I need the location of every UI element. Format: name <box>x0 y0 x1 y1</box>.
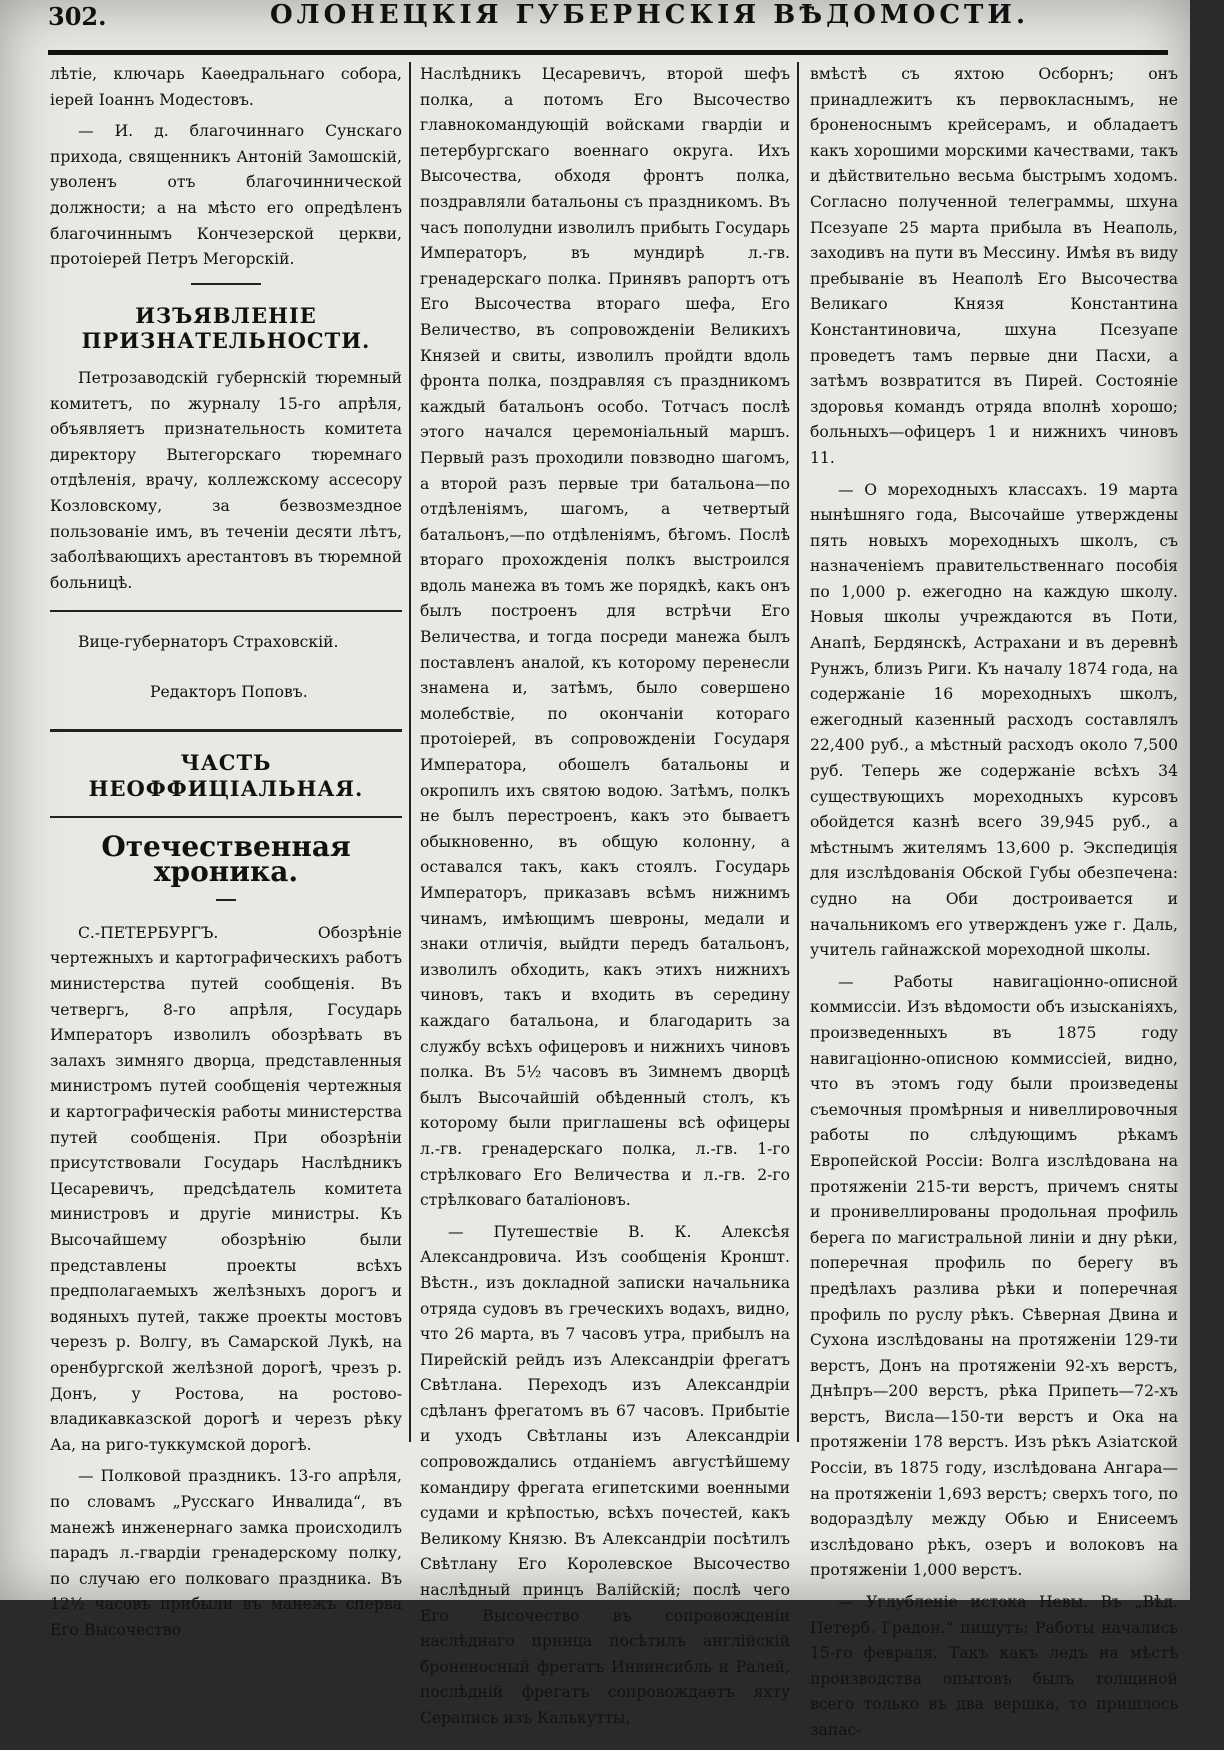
divider <box>50 729 402 732</box>
column-2 <box>420 62 790 1738</box>
article-text: вмѣстѣ съ яхтою Осборнъ; онъ принадлежитъ къ первоклаcнымъ, не броненоснымъ крейсерамъ, и обладаетъ какъ хорошими морскими качествами, такъ и дѣйствительно весьма быстрымъ ходомъ. Согласно полученной телеграммы, шхуна Псезуапе 25 марта прибыла въ Неаполь, заходивъ на пути въ Мессину. Имѣя въ виду пребываніе въ Неаполѣ Его Высочества Великаго Князя Константина Константиновича, шхуна Псезуапе проведетъ тамъ первые дни Пасхи, а затѣмъ возвратится въ Пирей. Состояніе здоровья командъ отряда вполнѣ хорошо; больныхъ—офицеръ 1 и нижнихъ чиновъ 11. <box>810 65 1178 467</box>
column-separator <box>409 62 411 1442</box>
article-text: — Путешествіе В. К. Алексѣя Александровича. Изъ сообщенія Кроншт. Вѣстн., изъ докладной записки начальника отряда судовъ въ греческихъ водахъ, видно, что 26 марта, въ 7 часовъ утра, прибылъ на Пирейскій рейдъ изъ Александріи фрегатъ Свѣтлана. Переходъ изъ Александріи сдѣланъ фрегатомъ въ 67 часовъ. Прибытіе и уходъ Свѣтланы изъ Александріи сопровождались отданіемъ августѣйшему командиру фрегата египетскими военными судами и крѣпостью, всѣхъ почестей, какъ Великому Князю. Въ Александріи посѣтилъ Свѣтлану Его Королевское Высочество наслѣдный принцъ Валійскій; послѣ чего Его Высочество въ сопровожденіи наслѣднаго принца посѣтилъ англійскій броненосный фрегатъ Инвинсибль и Ралей, послѣдній фрегатъ сопровождаетъ яхту Серапись изъ Калькутты, <box>420 1222 790 1727</box>
article-text: — Полковой праздникъ. 13-го апрѣля, по словамъ „Русскаго Инвалида“, въ манежѣ инженернаго замка происходилъ парадъ л.-гвардіи гренадерскому полку, по случаю его полковаго праздника. Въ 12½ часовъ прибыли въ манежъ сперва Его Высочество <box>50 1467 402 1639</box>
divider <box>50 610 402 612</box>
article-text: — И. д. благочиннаго Сунскаго прихода, священникъ Антоній Замошскій, уволенъ отъ благочиннической должности; а на мѣсто его опредѣленъ благочиннымъ Кончезерской церкви, протоіерей Петръ Мегорскій. <box>50 122 402 269</box>
vice-governor-signature: Вице-губернаторъ Страховскій. <box>78 633 339 652</box>
article-text: С.-ПЕТЕРБУРГЪ. Обозрѣніе чертежныхъ и картографическихъ работъ министерства путей сообщенія. Въ четвергъ, 8-го апрѣля, Государь Императоръ изволилъ обозрѣвать въ залахъ зимняго дворца, представленныя министромъ путей сообщенія чертежныя и картографическія работы министерства путей сообщенія. При обозрѣніи присутствовали Государь Наслѣдникъ Цесаревичъ, предсѣдатель комитета министровъ и другіе министры. Къ Высочайшему обозрѣнію были представлены проекты всѣхъ предполагаемыхъ желѣзныхъ дорогъ и водяныхъ путей, также проекты мостовъ черезъ р. Волгу, въ Самарской Лукѣ, на оренбургской желѣзной дорогѣ, чрезъ р. Донъ, у Ростова, на ростово-владикавказской дорогѣ и черезъ рѣку Аа, на риго-туккумской дорогѣ. <box>50 923 402 1454</box>
journal-title: ОЛОНЕЦКІЯ ГУБЕРНСКІЯ ВѢДОМОСТИ. <box>270 0 1029 30</box>
article-text: — Углубленіе истока Невы. Въ „Вѣд. Петерб. Градон.“ пишутъ: Работы начались 15-го февраля. Такъ какъ ледъ на мѣстѣ производства опытовъ былъ толщиной всего только въ два вершка, то пришлось запас- <box>810 1593 1178 1739</box>
article-text: Наслѣдникъ Цесаревичъ, второй шефъ полка, а потомъ Его Высочество главнокомандующій войсками гвардіи и петербургскаго военнаго округа. Ихъ Высочества, обходя фронтъ полка, поздравляли батальоны съ праздникомъ. Въ часъ пополудни изволилъ прибыть Государь Императоръ, въ мундирѣ л.-гв. гренадерскаго полка. Принявъ рапортъ отъ Его Высочества втораго шефа, Его Величество, въ сопровожденіи Великихъ Князей и свиты, изволилъ пройдти вдоль фронта полка, поздравляя съ праздникомъ каждый батальонъ особо. Тотчасъ послѣ этого начался церемоніальный маршъ. Первый разъ проходили повзводно шагомъ, а второй разъ первые три батальона—по отдѣленіямъ, шагомъ, а четвертый батальонъ,—по отдѣленіямъ, бѣгомъ. Послѣ втораго прохожденія полкъ выстроился вдоль манежа въ томъ же порядкѣ, какъ онъ былъ построенъ для встрѣчи Его Величества, и тогда посреди манежа былъ поставленъ аналой, къ которому перенесли знамена и, затѣмъ, было совершено молебствіе, по окончаніи котораго протоіерей, въ сопровожденіи Государя Императора, обошелъ батальоны и окропилъ ихъ святою водою. Затѣмъ, полкъ не былъ перестроенъ, какъ это бываетъ обыкновенно, въ общую колонну, а оставался такъ, какъ стоялъ. Государь Императоръ, приказавъ всѣмъ нижнимъ чинамъ, имѣющимъ шевроны, медали и знаки отличія, выйдти передъ батальонъ, изволилъ обходить, какъ этихъ нижнихъ чиновъ, такъ и входить въ середину каждаго батальона, и благодарить за службу всѣхъ офицеровъ и нижнихъ чиновъ полка. Въ 5½ часовъ въ Зимнемъ дворцѣ былъ Высочайшій обѣденный столъ, къ которому были приглашены всѣ офицеры л.-гв. гренадерскаго полка, л.-гв. 1-го стрѣлковаго Его Величества и л.-гв. 2-го стрѣлковаго баталіоновъ. <box>420 65 790 1210</box>
page-header <box>40 0 1170 46</box>
divider <box>216 899 236 901</box>
column-1 <box>50 62 402 1649</box>
page-number: 302. <box>48 2 107 31</box>
column-3 <box>810 62 1178 1750</box>
article-text: — Работы навигаціонно-описной коммиссіи. Изъ вѣдомости объ изысканіяхъ, произведенныхъ въ 1875 году навигаціонно-описною коммиссіей, видно, что въ этомъ году были произведены съемочныя промѣрныя и нивеллировочныя работы по слѣдующимъ рѣкамъ Европейской Россіи: Волга изслѣдована на протяженіи 215-ти верстъ, причемъ сняты и пронивеллированы продольная профиль берега по магистральной линіи и дну рѣки, поперечная профиль по берегу въ предѣлахъ разлива рѣки и поперечная профиль по руслу рѣкъ. Сѣверная Двина и Сухона изслѣдованы на протяженіи 129-ти верстъ, Донъ на протяженіи 92-хъ верстъ, Днѣпръ—200 верстъ, рѣка Припеть—72-хъ верстъ, Висла—150-ти верстъ и Ока на протяженіи 178 верстъ. Изъ рѣкъ Азіатской Россіи, въ 1875 году, изслѣдована Ангара—на протяженіи 1,693 верстъ; сверхъ того, по водораздѣлу между Обью и Енисеемъ изслѣдовано рѣкъ, озеръ и волоковъ на протяженіи 1,000 верстъ. <box>810 972 1178 1580</box>
section-heading: ИЗЪЯВЛЕНІЕ ПРИЗНАТЕЛЬНОСТИ. <box>81 302 371 354</box>
article-text: — О мореходныхъ классахъ. 19 марта нынѣшняго года, Высочайше утверждены пять новыхъ мореходныхъ школъ, съ назначеніемъ правительственнаго пособія по 1,000 р. ежегодно на каждую школу. Новыя школы учреждаются въ Поти, Анапѣ, Бердянскѣ, Астрахани и въ деревнѣ Рунжъ, близъ Риги. Къ началу 1874 года, на содержаніе 16 мореходныхъ школъ, ежегодный казенный расходъ составлялъ 22,400 руб., а мѣстный расходъ около 7,500 руб. Теперь же содержаніе всѣхъ 34 существующихъ мореходныхъ курсовъ обойдется казнѣ всего 39,945 руб., а мѣстнымъ жителямъ 13,600 р. Экспедиція для изслѣдованія Обской Губы обезпечена: судно на Оби достроивается и начальникомъ его утвержденъ уже г. Даль, учитель гайнажской мореходной школы. <box>810 480 1178 960</box>
divider <box>191 283 261 285</box>
divider <box>50 816 402 818</box>
header-rule <box>48 50 1168 55</box>
column-separator <box>797 62 799 1442</box>
article-text: Петрозаводскій губернскій тюремный комитетъ, по журналу 15-го апрѣля, объявляетъ признательность комитета директору Вытегорскаго тюремнаго отдѣленія, врачу, коллежскому ассесору Козловскому, за безвозмездное пользованіе имъ, въ теченіи десяти лѣтъ, заболѣвающихъ арестантовъ въ тюремной больницѣ. <box>50 368 402 592</box>
article-text: лѣтіе, ключарь Каѳедральнаго собора, іерей Іоаннъ Модестовъ. <box>50 65 402 109</box>
editor-signature: Редакторъ Поповъ. <box>150 682 308 701</box>
section-heading: Отечественная хроника. <box>101 829 351 889</box>
section-heading: ЧАСТЬ НЕОФФИЦІАЛЬНАЯ. <box>88 750 364 802</box>
